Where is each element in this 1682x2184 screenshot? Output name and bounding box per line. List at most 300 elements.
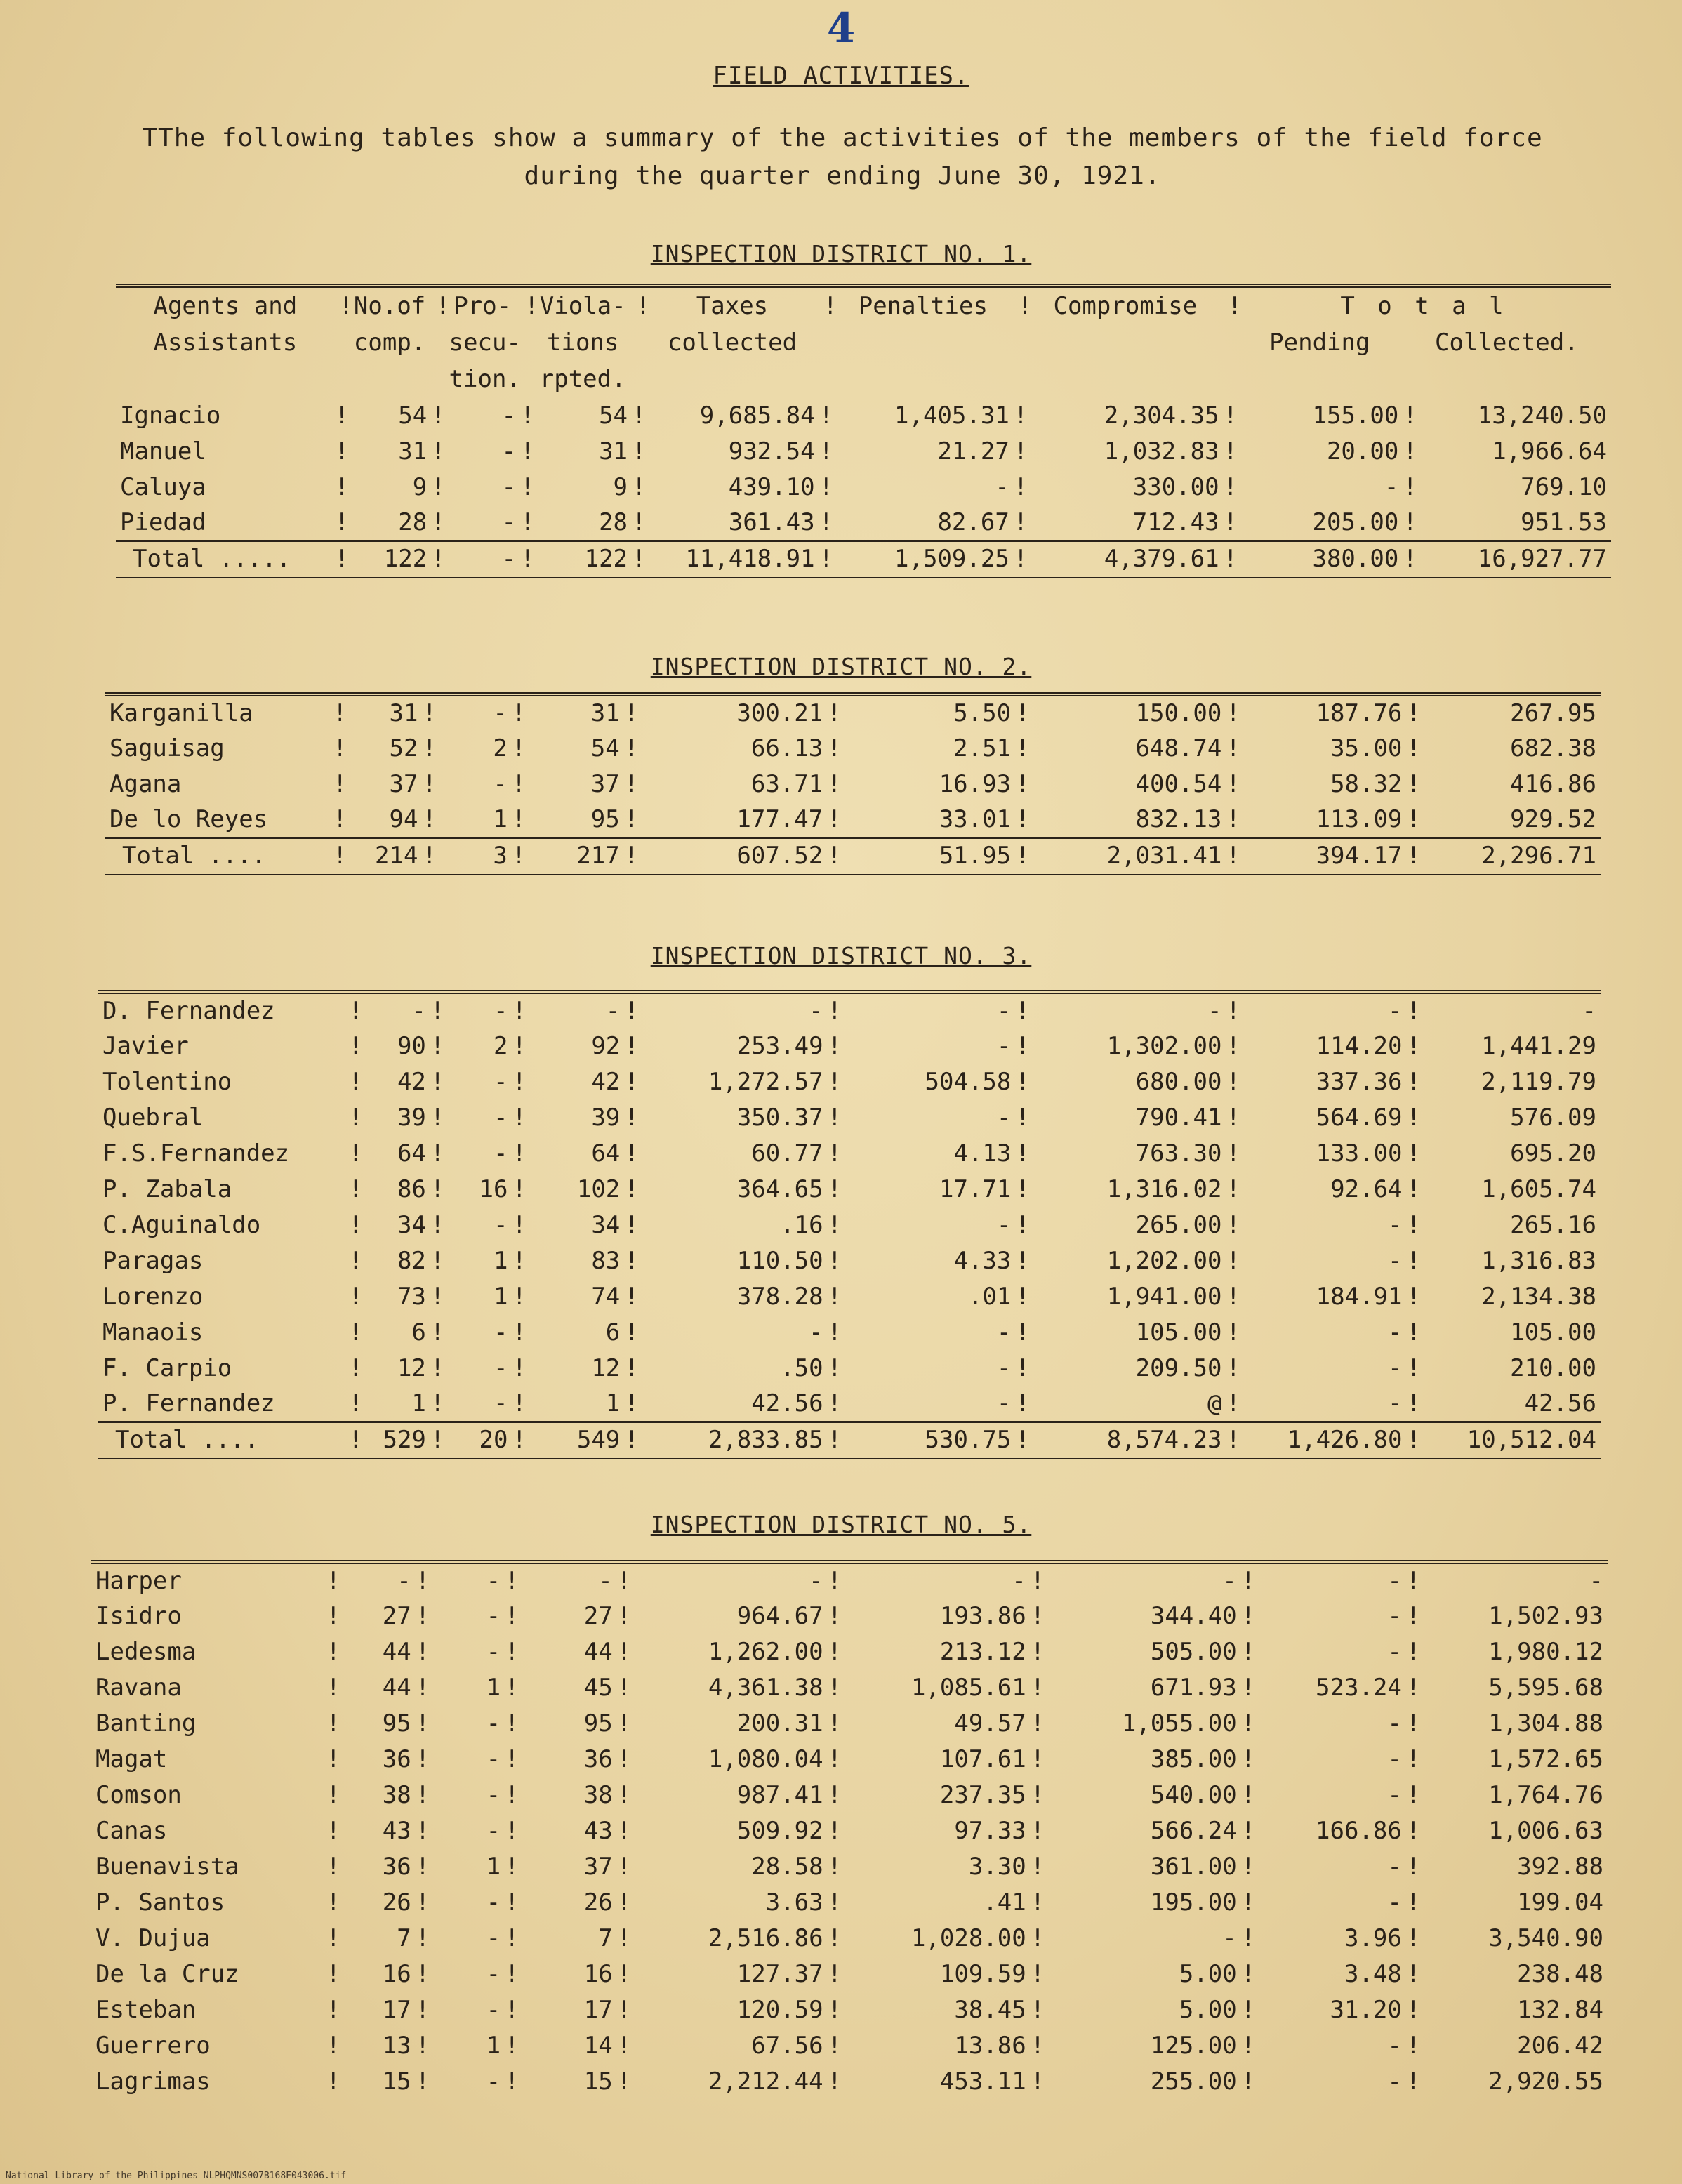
column-separator: ! — [511, 734, 527, 762]
table-row — [91, 1777, 1608, 1813]
column-separator: ! — [422, 694, 435, 730]
district-1-table: Agents and Assistants ! No.of comp. ! Pro- secu- tion. ! Viola- tions rpted. ! Taxes collected ! Penalties ! Compromise ! T o t a l Pending Collected. Ignacio ! 54 ! - ! 54 ! 9,685.84 ! 1,405.31 ! 2,304.35 ! 155.00 ! 13,240.50 Manuel ! 31 ! - ! 31 ! 932.54 ! 21.27 ! 1,032.83 ! 20.00 ! 1,966.64 Caluya ! 9 ! - ! 9 ! 439.10 ! - ! 330.00 ! - ! 769.10 Piedad ! 28 ! - ! 28 ! 361.43 ! 82.67 ! 712.43 ! 205.00 ! 951.53 Total ..... ! 122 ! - ! 122 ! 11,418.91 ! 1,509.25 ! 4,379.61 ! 380.00 ! 16,927.77 — [116, 284, 1611, 578]
column-separator: ! — [1015, 1067, 1030, 1096]
table-cell: 1,028.00 — [910, 1924, 1026, 1952]
table-cell: 8,574.23 — [1029, 1422, 1226, 1457]
page-title: FIELD ACTIVITIES. — [713, 62, 969, 90]
column-separator: ! — [348, 992, 362, 1028]
column-separator: ! — [624, 1103, 639, 1132]
total-row — [98, 1422, 1601, 1457]
table-cell: 122 — [534, 541, 632, 576]
column-separator: ! — [512, 992, 525, 1028]
table-cell: 1,085.61 — [910, 1673, 1026, 1702]
table-cell: 73 — [397, 1282, 426, 1311]
table-cell: 509.92 — [736, 1816, 823, 1845]
table-row — [98, 1028, 1601, 1064]
column-separator: ! — [415, 1924, 430, 1952]
table-cell: 155.00 — [1312, 401, 1399, 430]
agent-name: V. Dujua — [95, 1924, 211, 1952]
table-cell: 113.09 — [1316, 805, 1403, 833]
table-cell: 1,509.25 — [833, 541, 1014, 576]
column-separator: ! — [348, 1174, 363, 1203]
column-separator: ! — [624, 1422, 637, 1457]
agent-name: P. Zabala — [102, 1174, 232, 1203]
table-cell: 1 — [605, 1389, 621, 1417]
column-separator: ! — [1226, 1031, 1240, 1060]
column-separator: ! — [415, 1601, 430, 1630]
table-cell: 39 — [591, 1103, 621, 1132]
column-separator: ! — [1403, 401, 1417, 430]
table-cell: - — [486, 1637, 501, 1666]
column-separator: ! — [431, 401, 446, 430]
table-row — [98, 1314, 1601, 1350]
column-separator: ! — [431, 508, 446, 536]
column-separator: ! — [422, 734, 437, 762]
column-separator: ! — [827, 1888, 842, 1917]
column-separator: ! — [1406, 1103, 1421, 1132]
table-cell: 199.04 — [1517, 1888, 1603, 1917]
table-cell: .16 — [780, 1210, 823, 1239]
column-separator: ! — [348, 1210, 363, 1239]
table-cell: 255.00 — [1150, 2067, 1237, 2096]
column-separator: ! — [1406, 1422, 1419, 1457]
column-separator: ! — [827, 1139, 842, 1167]
table-cell: 1,080.04 — [708, 1745, 823, 1773]
table-cell: 60.77 — [751, 1139, 823, 1167]
column-separator: ! — [1403, 437, 1417, 465]
column-separator: ! — [334, 508, 350, 536]
table-cell: - — [638, 992, 828, 1028]
column-separator: ! — [827, 2067, 842, 2096]
table-cell: 114.20 — [1316, 1031, 1403, 1060]
table-cell: 64 — [591, 1139, 621, 1167]
table-cell: 34 — [591, 1210, 621, 1239]
table-cell: 1,055.00 — [1121, 1709, 1237, 1738]
table-cell: 964.67 — [736, 1601, 823, 1630]
agent-name: Lorenzo — [102, 1282, 204, 1311]
column-separator: ! — [430, 1174, 445, 1203]
column-separator: ! — [1406, 1282, 1421, 1311]
column-separator: ! — [430, 1246, 445, 1275]
table-cell: 105.00 — [1135, 1318, 1222, 1346]
column-separator: ! — [1405, 1816, 1421, 1845]
column-separator: ! — [819, 508, 834, 536]
column-separator: ! — [505, 1995, 519, 2024]
column-separator: ! — [1226, 1174, 1240, 1203]
table-cell: 4.13 — [953, 1139, 1012, 1167]
column-separator: ! — [326, 1673, 340, 1702]
column-separator: ! — [1015, 1354, 1030, 1382]
table-cell: 67.56 — [751, 2031, 823, 2060]
column-separator: ! — [827, 1174, 842, 1203]
district-5-table — [91, 1560, 1608, 2099]
table-cell: 1 — [493, 805, 508, 833]
table-cell: 133.00 — [1316, 1139, 1403, 1167]
table-cell: 28 — [599, 508, 628, 536]
column-separator: ! — [1013, 437, 1028, 465]
column-separator: ! — [1241, 1562, 1254, 1598]
column-separator: ! — [505, 1673, 519, 1702]
column-separator: ! — [333, 694, 346, 730]
table-cell: 58.32 — [1330, 769, 1403, 798]
column-separator: ! — [616, 1637, 632, 1666]
table-cell: 10,512.04 — [1420, 1422, 1601, 1457]
table-cell: 380.00 — [1237, 541, 1403, 576]
column-separator: ! — [505, 1601, 519, 1630]
table-cell: 951.53 — [1521, 508, 1607, 536]
column-separator: ! — [430, 1318, 445, 1346]
table-cell: .50 — [780, 1354, 823, 1382]
column-separator: ! — [326, 1709, 340, 1738]
column-separator: ! — [616, 1959, 632, 1988]
column-separator: ! — [617, 1562, 630, 1598]
table-cell: .41 — [983, 1888, 1026, 1917]
column-separator: ! — [827, 1959, 842, 1988]
table-cell: .01 — [967, 1282, 1012, 1311]
column-separator: ! — [326, 1995, 340, 2024]
table-cell: 3.96 — [1344, 1924, 1402, 1952]
column-separator: ! — [1030, 1852, 1045, 1881]
table-cell: 21.27 — [937, 437, 1009, 465]
table-cell: - — [841, 1562, 1031, 1598]
agent-name: P. Santos — [95, 1888, 225, 1917]
column-separator: ! — [1015, 1246, 1030, 1275]
page-number: 4 — [826, 4, 856, 52]
table-cell: - — [1419, 1562, 1608, 1598]
header-pending: Pending — [1269, 329, 1370, 357]
column-separator: ! — [1405, 1959, 1421, 1988]
column-separator: ! — [348, 1139, 363, 1167]
table-cell: - — [501, 508, 516, 536]
column-separator: ! — [1015, 1422, 1028, 1457]
table-cell: 86 — [397, 1174, 426, 1203]
column-separator: ! — [415, 1780, 430, 1809]
table-row — [91, 1920, 1608, 1956]
column-separator: ! — [326, 1780, 340, 1809]
table-cell: 37 — [583, 1852, 613, 1881]
column-separator: ! — [1226, 992, 1240, 1028]
table-row — [98, 1207, 1601, 1243]
column-separator: ! — [1406, 1562, 1419, 1598]
table-cell: - — [486, 1924, 501, 1952]
column-separator: ! — [505, 1888, 519, 1917]
table-cell: 3.30 — [968, 1852, 1026, 1881]
table-cell: 330.00 — [1132, 472, 1219, 501]
table-cell: - — [630, 1562, 828, 1598]
column-separator: ! — [623, 734, 639, 762]
column-separator: ! — [1226, 1389, 1240, 1417]
column-separator: ! — [512, 1210, 527, 1239]
table-cell: 42 — [591, 1067, 621, 1096]
column-separator: ! — [827, 694, 840, 730]
column-separator: ! — [1405, 2031, 1421, 2060]
table-cell: 6 — [411, 1318, 426, 1346]
column-separator: ! — [505, 1924, 519, 1952]
table-cell: 530.75 — [841, 1422, 1015, 1457]
column-separator: ! — [348, 1282, 363, 1311]
column-separator: ! — [828, 992, 841, 1028]
table-cell: 9,685.84 — [699, 401, 815, 430]
table-cell: 38.45 — [954, 1995, 1026, 2024]
column-separator: ! — [827, 769, 842, 798]
column-separator: ! — [505, 1562, 518, 1598]
column-separator: ! — [827, 1246, 842, 1275]
column-separator: ! — [505, 1709, 519, 1738]
table-cell: 36 — [583, 1745, 613, 1773]
table-cell: - — [996, 1318, 1012, 1346]
table-cell: 5.50 — [841, 694, 1015, 730]
column-separator: ! — [1030, 1816, 1045, 1845]
column-separator: ! — [1015, 992, 1028, 1028]
table-cell: 540.00 — [1150, 1780, 1237, 1809]
table-cell: 2,212.44 — [708, 2067, 823, 2096]
table-cell: 267.95 — [1420, 694, 1601, 730]
agent-name: Caluya — [120, 472, 206, 501]
column-separator: ! — [333, 769, 347, 798]
column-separator: ! — [1405, 1709, 1421, 1738]
column-separator: ! — [616, 1995, 632, 2024]
table-cell: 832.13 — [1135, 805, 1222, 833]
column-separator: ! — [512, 1067, 527, 1096]
table-row — [98, 1278, 1601, 1314]
table-cell: 64 — [397, 1139, 426, 1167]
table-cell: 394.17 — [1240, 838, 1407, 873]
column-separator: ! — [1403, 541, 1416, 576]
column-separator: ! — [624, 1354, 639, 1382]
table-cell: 529 — [362, 1422, 430, 1457]
column-separator: ! — [334, 472, 350, 501]
column-separator: ! — [326, 2067, 340, 2096]
table-cell: 439.10 — [728, 472, 815, 501]
table-cell: - — [1240, 992, 1407, 1028]
table-cell: - — [1044, 1562, 1241, 1598]
district-2-title: INSPECTION DISTRICT NO. 2. — [650, 653, 1032, 680]
column-separator: ! — [333, 805, 347, 833]
table-cell: 34 — [397, 1210, 426, 1239]
header-penalties: Penalties — [858, 292, 988, 320]
table-cell: 15 — [583, 2067, 613, 2096]
agent-name: Ravana — [95, 1673, 182, 1702]
table-cell: 1 — [486, 1673, 501, 1702]
column-separator: ! — [624, 838, 637, 873]
table-cell: - — [518, 1562, 616, 1598]
column-separator: ! — [827, 1210, 842, 1239]
table-cell: - — [501, 472, 516, 501]
column-separator: ! — [1226, 1282, 1240, 1311]
table-cell: 31.20 — [1330, 1995, 1402, 2024]
table-cell: 712.43 — [1132, 508, 1219, 536]
table-cell: 3 — [436, 838, 512, 873]
agent-name: Saguisag — [110, 734, 225, 762]
agent-name: Ledesma — [95, 1637, 197, 1666]
table-cell: 54 — [599, 401, 628, 430]
table-cell: 27 — [382, 1601, 411, 1630]
column-separator: ! — [624, 1210, 639, 1239]
column-separator: ! — [1015, 1389, 1030, 1417]
table-cell: 238.48 — [1517, 1959, 1603, 1988]
table-cell: 505.00 — [1150, 1637, 1237, 1666]
table-cell: 392.88 — [1517, 1852, 1603, 1881]
table-cell: 6 — [605, 1318, 621, 1346]
column-separator: ! — [828, 1562, 841, 1598]
table-cell: 92 — [591, 1031, 621, 1060]
table-cell: - — [486, 1601, 501, 1630]
column-separator: ! — [1226, 1139, 1240, 1167]
column-separator: ! — [623, 805, 639, 833]
table-cell: - — [1387, 1852, 1402, 1881]
table-cell: 1,316.02 — [1106, 1174, 1222, 1203]
table-cell: 35.00 — [1330, 734, 1403, 762]
table-cell: - — [494, 1139, 508, 1167]
table-cell: - — [996, 1103, 1012, 1132]
agent-name: Banting — [95, 1709, 197, 1738]
column-separator: ! — [1403, 508, 1417, 536]
total-row — [105, 838, 1601, 873]
table-cell: 361.43 — [728, 508, 815, 536]
column-separator: ! — [431, 541, 444, 576]
column-separator: ! — [616, 1673, 632, 1702]
table-row — [91, 1848, 1608, 1884]
table-row — [116, 433, 1611, 469]
column-separator: ! — [512, 1031, 527, 1060]
table-cell: 20 — [444, 1422, 512, 1457]
table-cell: 1 — [486, 2031, 501, 2060]
column-separator: ! — [827, 838, 840, 873]
column-separator: ! — [1030, 1995, 1045, 2024]
table-cell: 193.86 — [939, 1601, 1026, 1630]
column-separator: ! — [415, 1637, 430, 1666]
table-cell: 200.31 — [736, 1709, 823, 1738]
table-cell: 166.86 — [1316, 1816, 1402, 1845]
table-row — [91, 1562, 1608, 1598]
column-separator: ! — [1030, 1888, 1045, 1917]
table-cell: 26 — [583, 1888, 613, 1917]
table-row — [116, 469, 1611, 505]
column-separator: ! — [1406, 1067, 1421, 1096]
column-separator: ! — [348, 1103, 363, 1132]
table-cell: - — [501, 401, 516, 430]
column-separator: ! — [1240, 1959, 1256, 1988]
table-cell: 122 — [348, 541, 431, 576]
column-separator: ! — [512, 1139, 527, 1167]
column-separator: ! — [334, 401, 350, 430]
header-taxes: Taxes collected — [667, 292, 797, 357]
column-separator: ! — [1226, 1067, 1240, 1096]
table-cell: 2,516.86 — [708, 1924, 823, 1952]
column-separator: ! — [616, 1888, 632, 1917]
column-separator: ! — [1223, 401, 1238, 430]
table-cell: 120.59 — [736, 1995, 823, 2024]
table-cell: 1,304.88 — [1488, 1709, 1603, 1738]
table-cell: 210.00 — [1510, 1354, 1596, 1382]
table-cell: - — [494, 1103, 508, 1132]
column-separator: ! — [348, 1246, 363, 1275]
table-cell: 2.51 — [953, 734, 1012, 762]
column-separator: ! — [519, 472, 535, 501]
table-cell: 576.09 — [1510, 1103, 1596, 1132]
agent-name: D. Fernandez — [98, 992, 348, 1028]
agent-name: Buenavista — [95, 1852, 239, 1881]
column-separator: ! — [624, 1389, 639, 1417]
table-cell: - — [1387, 1601, 1402, 1630]
table-row — [91, 2027, 1608, 2063]
table-cell: - — [1384, 472, 1399, 501]
table-cell: 4,379.61 — [1027, 541, 1223, 576]
column-separator: ! — [1013, 472, 1028, 501]
column-separator: ! — [1226, 1103, 1240, 1132]
agent-name: Magat — [95, 1745, 168, 1773]
table-cell: 3,540.90 — [1488, 1924, 1603, 1952]
column-separator: ! — [1015, 1174, 1030, 1203]
column-separator: ! — [1030, 1924, 1045, 1952]
column-separator: ! — [624, 992, 637, 1028]
column-separator: ! — [1406, 992, 1419, 1028]
table-cell: 28 — [398, 508, 428, 536]
table-cell: 523.24 — [1316, 1673, 1402, 1702]
table-cell: - — [486, 1959, 501, 1988]
column-separator: ! — [326, 1888, 340, 1917]
table-cell: 11,418.91 — [645, 541, 819, 576]
table-cell: 110.50 — [736, 1246, 823, 1275]
column-separator: ! — [827, 1637, 842, 1666]
table-cell: 1,202.00 — [1106, 1246, 1222, 1275]
table-cell: 205.00 — [1312, 508, 1399, 536]
table-cell: 1 — [494, 1282, 508, 1311]
table-cell: 16 — [583, 1959, 613, 1988]
column-separator: ! — [1240, 2067, 1256, 2096]
table-cell: 26 — [382, 1888, 411, 1917]
column-separator: ! — [1405, 1637, 1421, 1666]
column-separator: ! — [415, 1888, 430, 1917]
table-cell: 680.00 — [1135, 1067, 1222, 1096]
table-cell: - — [436, 694, 512, 730]
table-cell: - — [1387, 1780, 1402, 1809]
district-2-table — [105, 692, 1601, 875]
column-separator: ! — [431, 437, 446, 465]
column-separator: ! — [827, 734, 842, 762]
table-cell: - — [1222, 1924, 1237, 1952]
column-separator: ! — [616, 1816, 632, 1845]
column-separator: ! — [1405, 1924, 1421, 1952]
table-cell: - — [1387, 2031, 1402, 2060]
table-cell: - — [494, 1354, 508, 1382]
column-separator: ! — [1030, 1780, 1045, 1809]
column-separator: ! — [512, 1389, 527, 1417]
table-cell: - — [486, 2067, 501, 2096]
agent-name: Guerrero — [95, 2031, 211, 2060]
table-cell: 82.67 — [937, 508, 1009, 536]
column-separator: ! — [430, 1139, 445, 1167]
column-separator: ! — [415, 1709, 430, 1738]
column-separator: ! — [1015, 1103, 1030, 1132]
table-cell: 52 — [389, 734, 418, 762]
column-separator: ! — [1030, 1959, 1045, 1988]
table-cell: 2,031.41 — [1029, 838, 1226, 873]
column-separator: ! — [1240, 1924, 1256, 1952]
column-separator: ! — [1226, 1354, 1240, 1382]
table-cell: 648.74 — [1135, 734, 1222, 762]
table-cell: 1 — [486, 1852, 501, 1881]
column-separator: ! — [348, 1354, 363, 1382]
column-separator: ! — [827, 1816, 842, 1845]
table-cell: - — [494, 1210, 508, 1239]
table-row — [98, 1099, 1601, 1135]
column-separator: ! — [827, 1067, 842, 1096]
column-separator: ! — [520, 541, 534, 576]
table-cell: 16 — [382, 1959, 411, 1988]
column-separator: ! — [1405, 1852, 1421, 1881]
table-cell: 1,405.31 — [894, 401, 1009, 430]
